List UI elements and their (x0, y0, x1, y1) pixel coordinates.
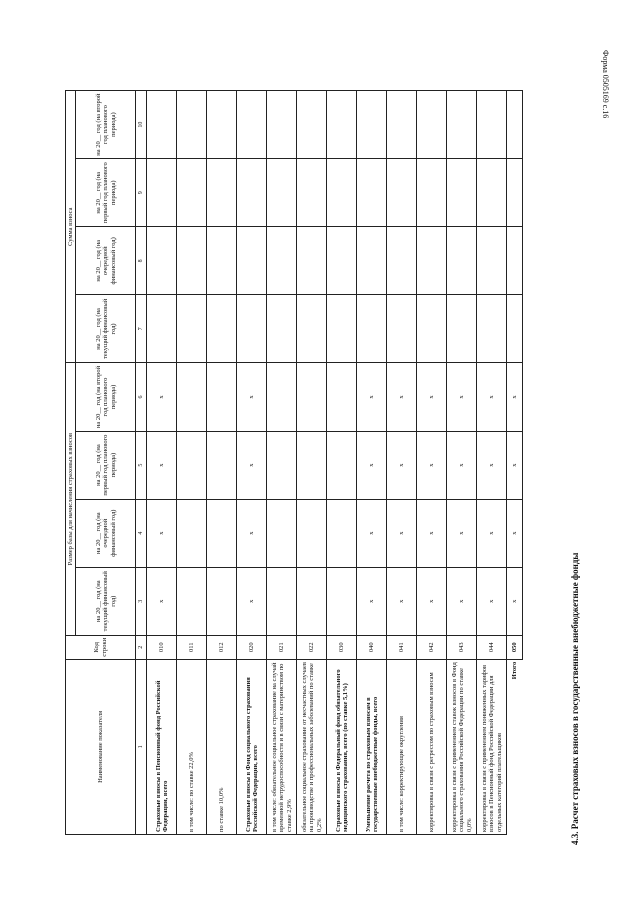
base-cell[interactable]: x (417, 431, 447, 499)
base-cell[interactable] (327, 431, 357, 499)
row-name: в том числе: по ставке 22,0% (177, 659, 207, 834)
sum-cell[interactable] (297, 295, 327, 363)
total-row (507, 91, 523, 835)
header-name: Наименование показателя (66, 659, 136, 834)
row-code: 022 (297, 635, 327, 659)
row-code: 042 (417, 635, 447, 659)
sum-cell[interactable] (207, 91, 237, 159)
base-cell[interactable] (177, 431, 207, 499)
total-base-cell[interactable]: x (507, 431, 523, 499)
base-cell[interactable] (327, 567, 357, 635)
sum-cell[interactable] (207, 295, 237, 363)
header-base-col: на 20__ год (на текущий финансовый год) (76, 567, 136, 635)
sum-cell[interactable] (177, 159, 207, 227)
row-code: 020 (237, 635, 267, 659)
header-sum-col: на 20__ год (на очередной финансовый год) (76, 227, 136, 295)
row-name: в том числе: корректирующие округления (387, 659, 417, 834)
table-row (267, 91, 297, 835)
total-base-cell[interactable]: x (507, 499, 523, 567)
base-cell[interactable]: x (477, 431, 507, 499)
column-number: 4 (136, 499, 147, 567)
table-row (357, 91, 387, 835)
base-cell[interactable] (177, 363, 207, 431)
row-name: Уменьшение расчета по страховым взносам в государственные внебюджетные фонды, всего (357, 659, 387, 834)
sum-cell[interactable] (447, 227, 477, 295)
header-base-col: на 20__ год (на очередной финансовый год) (76, 499, 136, 567)
total-label: Итого (511, 661, 519, 680)
sum-cell[interactable] (417, 159, 447, 227)
table-row (447, 91, 477, 835)
sum-cell[interactable] (327, 295, 357, 363)
base-cell[interactable] (267, 499, 297, 567)
sum-cell[interactable] (387, 159, 417, 227)
sum-cell[interactable] (297, 159, 327, 227)
row-name: Страховые взносы в Фонд социального страхования Российской Федерации, всего (237, 659, 267, 834)
column-number: 10 (136, 91, 147, 159)
base-cell[interactable]: x (357, 499, 387, 567)
header-sum-col: на 20__ год (на текущий финансовый год) (76, 295, 136, 363)
base-cell[interactable]: x (387, 499, 417, 567)
base-cell[interactable]: x (147, 431, 177, 499)
header-sum-col: на 20__ год (на второй год планового периода) (76, 91, 136, 159)
base-cell[interactable] (207, 363, 237, 431)
base-cell[interactable] (267, 567, 297, 635)
sum-cell[interactable] (267, 227, 297, 295)
table-body (147, 91, 523, 835)
sum-cell[interactable] (357, 295, 387, 363)
sum-cell[interactable] (417, 91, 447, 159)
sum-cell[interactable] (447, 295, 477, 363)
contributions-table (65, 90, 523, 835)
base-cell[interactable]: x (447, 431, 477, 499)
row-code: 040 (357, 635, 387, 659)
base-cell[interactable]: x (237, 363, 267, 431)
sum-cell[interactable] (327, 91, 357, 159)
row-name: обязательное социальное страхование от несчастных случаев на производстве и профессиональных заболеваний по ставке 0,2% (297, 659, 327, 834)
header-base-col: на 20__ год (на второй год планового периода) (76, 363, 136, 431)
sum-cell[interactable] (417, 295, 447, 363)
base-cell[interactable]: x (237, 499, 267, 567)
base-cell[interactable] (267, 431, 297, 499)
sum-cell[interactable] (267, 91, 297, 159)
table-row (387, 91, 417, 835)
base-cell[interactable]: x (477, 363, 507, 431)
row-code: 011 (177, 635, 207, 659)
sum-cell[interactable] (477, 91, 507, 159)
column-number: 3 (136, 567, 147, 635)
column-number: 1 (136, 659, 147, 834)
sum-cell[interactable] (147, 159, 177, 227)
sum-cell[interactable] (237, 295, 267, 363)
base-cell[interactable] (297, 431, 327, 499)
base-cell[interactable]: x (417, 567, 447, 635)
sum-cell[interactable] (387, 227, 417, 295)
sum-cell[interactable] (237, 159, 267, 227)
row-name: корректировка в связи с применением ставок взносов в Фонд социального страхования Российской Федерации по ставке 0,0% (447, 659, 477, 834)
base-cell[interactable] (327, 499, 357, 567)
table-row (417, 91, 447, 835)
total-sum-cell[interactable] (507, 227, 523, 295)
table-row (147, 91, 177, 835)
total-sum-cell[interactable] (507, 295, 523, 363)
base-cell[interactable] (297, 363, 327, 431)
base-cell[interactable]: x (237, 431, 267, 499)
row-name: по ставке 10,0% (207, 659, 237, 834)
base-cell[interactable] (207, 499, 237, 567)
base-cell[interactable]: x (147, 363, 177, 431)
header-sum-col: на 20__ год (на первый год планового периода) (76, 159, 136, 227)
sum-cell[interactable] (267, 159, 297, 227)
base-cell[interactable] (177, 567, 207, 635)
sum-cell[interactable] (177, 227, 207, 295)
base-cell[interactable]: x (147, 567, 177, 635)
base-cell[interactable]: x (447, 363, 477, 431)
base-cell[interactable]: x (357, 431, 387, 499)
row-name: в том числе: обязательное социальное страхование на случай временной нетрудоспособности и в связи с материнством по ставке 2,9% (267, 659, 297, 834)
header-code: Код строки (66, 635, 136, 659)
sum-cell[interactable] (357, 159, 387, 227)
column-number: 2 (136, 635, 147, 659)
row-code: 012 (207, 635, 237, 659)
section-title: 4.3. Расчет страховых взносов в государственные внебюджетные фонды (570, 552, 580, 845)
total-base-cell[interactable]: x (507, 363, 523, 431)
base-cell[interactable]: x (387, 431, 417, 499)
row-code: 030 (327, 635, 357, 659)
row-code: 043 (447, 635, 477, 659)
sum-cell[interactable] (447, 91, 477, 159)
sum-cell[interactable] (237, 91, 267, 159)
sum-cell[interactable] (357, 91, 387, 159)
row-code: 021 (267, 635, 297, 659)
sum-cell[interactable] (147, 91, 177, 159)
row-name: Страховые взносы в Федеральный фонд обязательного медицинского страхования, всего (по ставке 5,1%) (327, 659, 357, 834)
column-number: 6 (136, 363, 147, 431)
row-code: 041 (387, 635, 417, 659)
row-code: 044 (477, 635, 507, 659)
base-cell[interactable] (177, 499, 207, 567)
column-number: 7 (136, 295, 147, 363)
base-cell[interactable]: x (477, 567, 507, 635)
column-number: 5 (136, 431, 147, 499)
sum-cell[interactable] (267, 295, 297, 363)
table-row (327, 91, 357, 835)
base-cell[interactable]: x (477, 499, 507, 567)
sum-cell[interactable] (447, 159, 477, 227)
base-cell[interactable]: x (447, 499, 477, 567)
row-code: 010 (147, 635, 177, 659)
sum-cell[interactable] (237, 227, 267, 295)
column-number: 9 (136, 159, 147, 227)
sum-cell[interactable] (207, 227, 237, 295)
sum-cell[interactable] (297, 227, 327, 295)
sum-cell[interactable] (387, 91, 417, 159)
row-name: корректировка в связи с регрессом по страховым взносам (417, 659, 447, 834)
base-cell[interactable]: x (357, 363, 387, 431)
sum-cell[interactable] (387, 295, 417, 363)
total-base-cell[interactable]: x (507, 567, 523, 635)
base-cell[interactable]: x (237, 567, 267, 635)
base-cell[interactable] (207, 567, 237, 635)
total-sum-cell[interactable] (507, 91, 523, 159)
sum-cell[interactable] (357, 227, 387, 295)
table-row (297, 91, 327, 835)
sum-cell[interactable] (477, 159, 507, 227)
base-cell[interactable]: x (417, 363, 447, 431)
base-cell[interactable] (297, 567, 327, 635)
base-cell[interactable]: x (357, 567, 387, 635)
sum-cell[interactable] (477, 295, 507, 363)
table-row (177, 91, 207, 835)
form-code: Форма 0505169 с.16 (601, 50, 610, 119)
sum-cell[interactable] (327, 159, 357, 227)
sum-cell[interactable] (477, 227, 507, 295)
table-row (207, 91, 237, 835)
sum-cell[interactable] (297, 91, 327, 159)
table-row (477, 91, 507, 835)
column-numbers-row (136, 91, 147, 835)
base-cell[interactable] (267, 363, 297, 431)
base-cell[interactable] (297, 499, 327, 567)
column-number: 8 (136, 227, 147, 295)
header-base-group: Размер базы для начисления страховых взносов (66, 363, 76, 635)
total-sum-cell[interactable] (507, 159, 523, 227)
base-cell[interactable] (327, 363, 357, 431)
sum-cell[interactable] (147, 227, 177, 295)
header-base-col: на 20__ год (на первый год планового периода) (76, 431, 136, 499)
sum-cell[interactable] (147, 295, 177, 363)
base-cell[interactable]: x (417, 499, 447, 567)
sum-cell[interactable] (207, 159, 237, 227)
total-code: 050 (507, 635, 523, 659)
sum-cell[interactable] (177, 91, 207, 159)
sum-cell[interactable] (177, 295, 207, 363)
row-name: Страховые взносы в Пенсионный фонд Российской Федерации, всего (147, 659, 177, 834)
base-cell[interactable]: x (147, 499, 177, 567)
base-cell[interactable]: x (387, 567, 417, 635)
header-sum-group: Сумма взноса (66, 91, 76, 363)
base-cell[interactable]: x (387, 363, 417, 431)
base-cell[interactable] (207, 431, 237, 499)
sum-cell[interactable] (327, 227, 357, 295)
table-row (237, 91, 267, 835)
sum-cell[interactable] (417, 227, 447, 295)
row-name: корректировка в связи с применением пониженных тарифов взносов в Пенсионный фонд Российской Федерации для отдельных категорий плательщиков (477, 659, 507, 834)
base-cell[interactable]: x (447, 567, 477, 635)
